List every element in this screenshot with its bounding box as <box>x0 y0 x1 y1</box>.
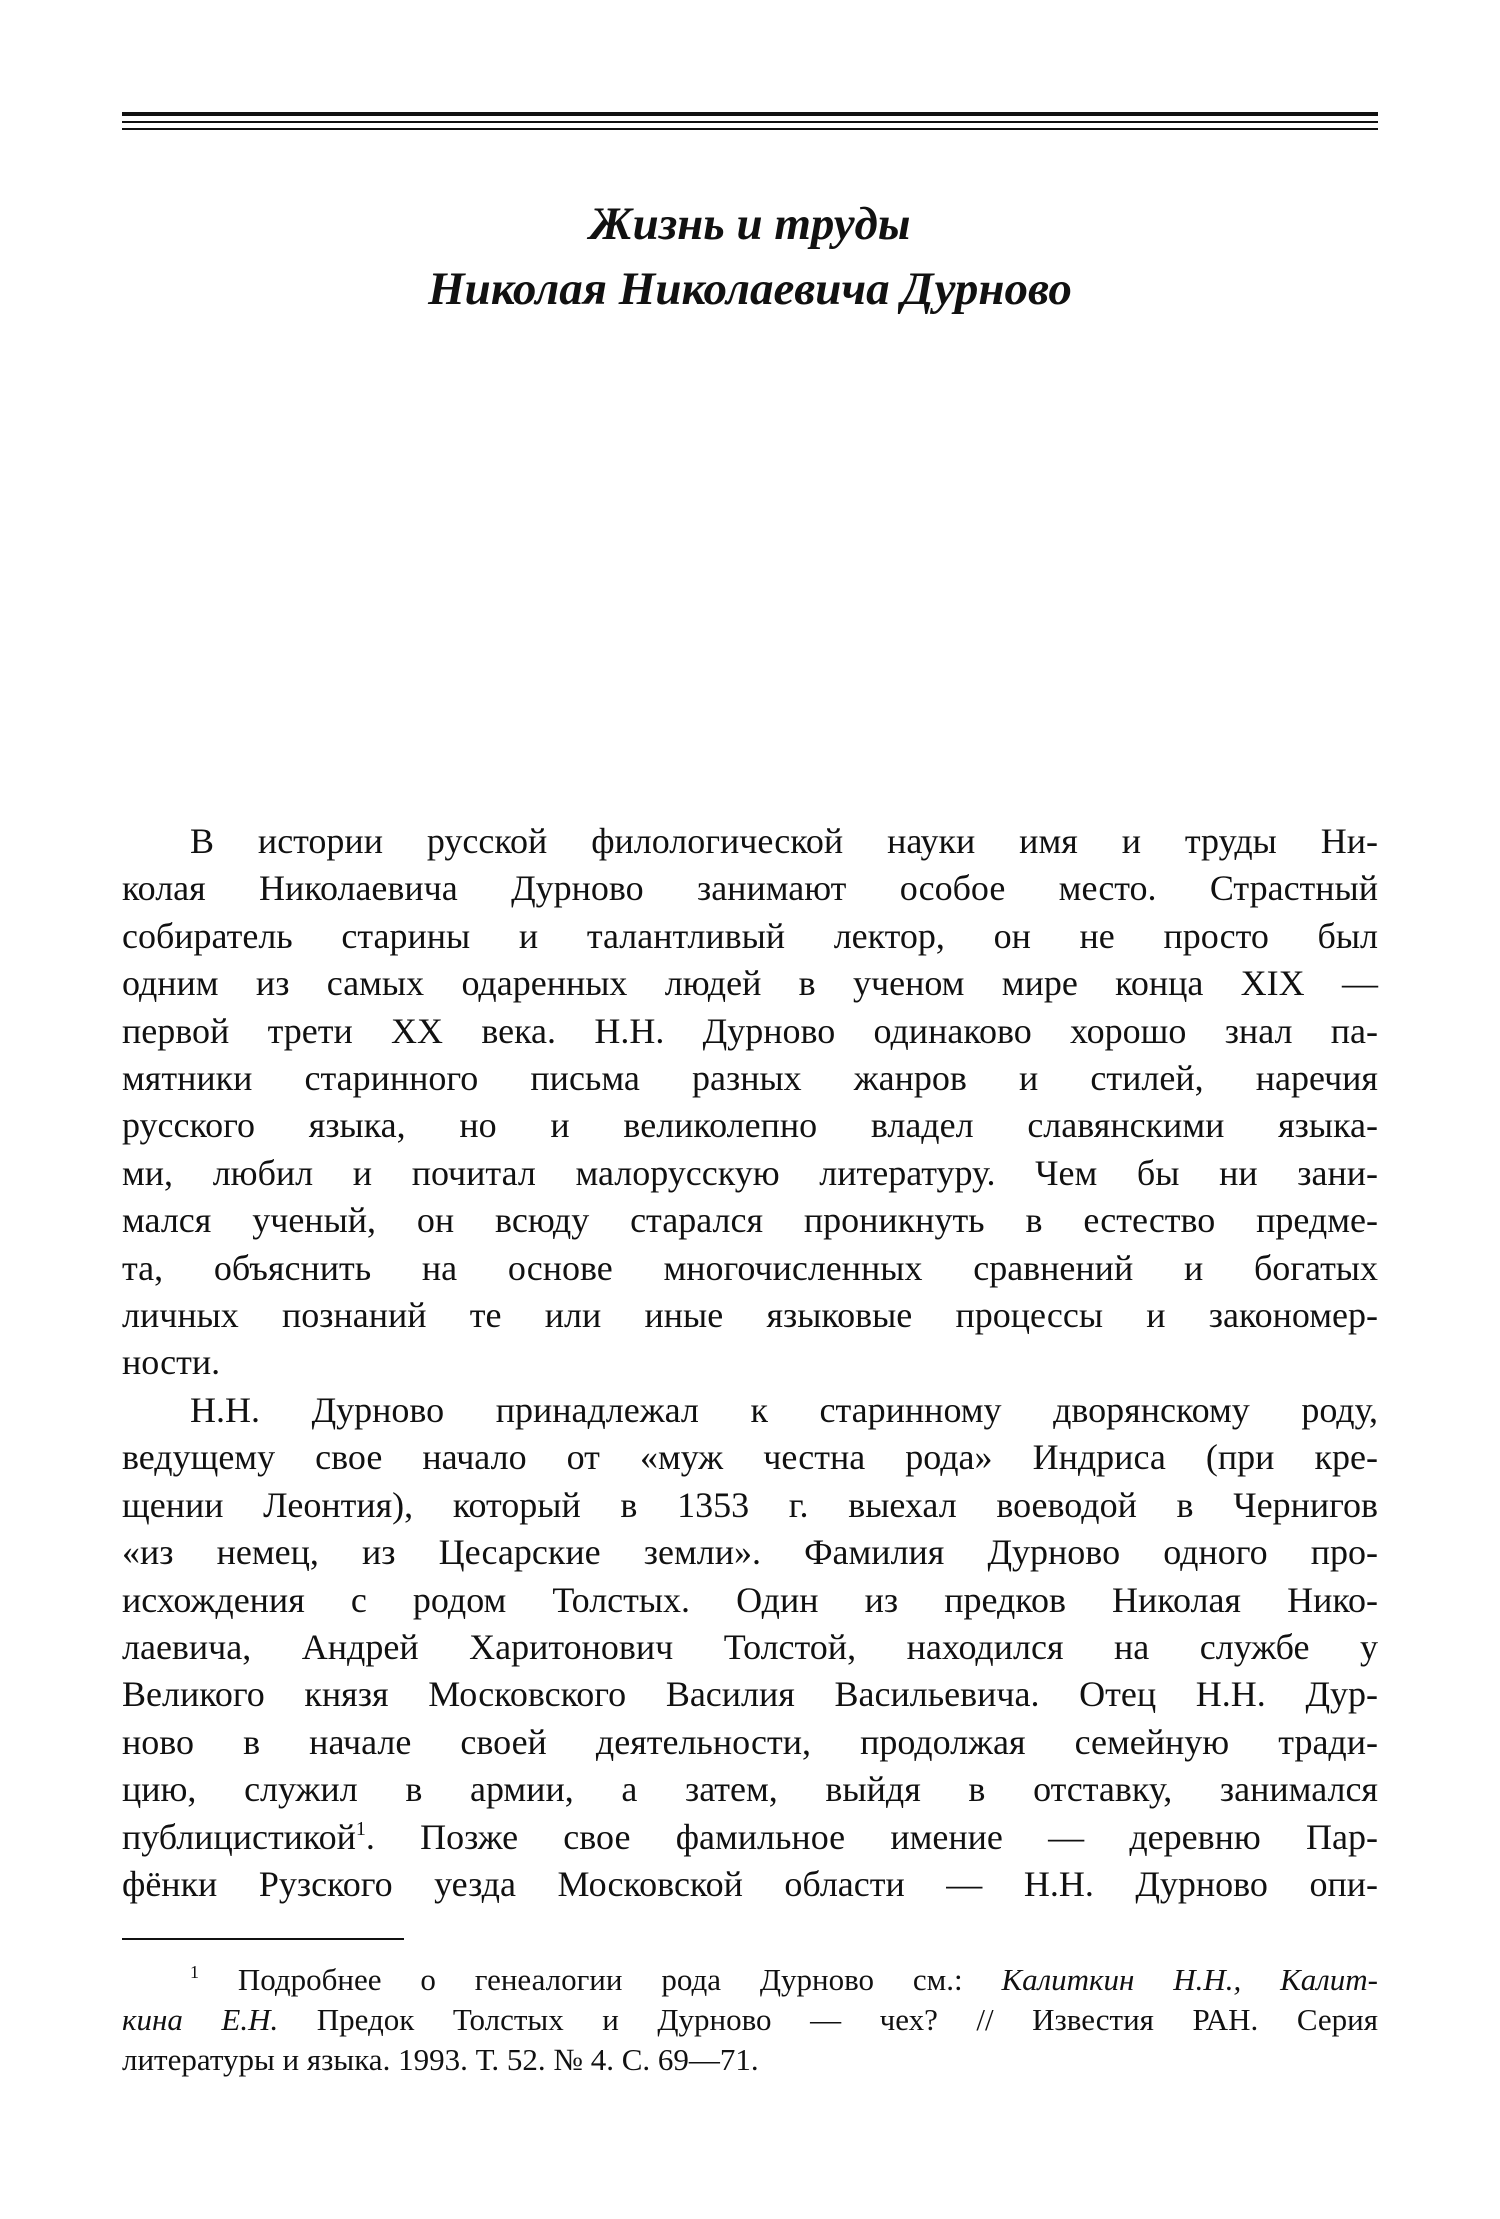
chapter-title-line-1: Жизнь и труды <box>589 198 911 250</box>
footnote-marker: 1 <box>190 1962 199 1982</box>
text-line: русского языка, но и великолепно владел славянскими языка- <box>122 1105 1378 1146</box>
footnote-author: кина Е.Н. <box>122 2002 279 2037</box>
header-double-rule-middle <box>122 121 1378 123</box>
text-line: колая Николаевича Дурново занимают особое место. Страстный <box>122 868 1378 909</box>
text-line: ведущему свое начало от «муж честна рода» Индриса (при кре- <box>122 1437 1378 1478</box>
text-line: личных познаний те или иные языковые процессы и закономер- <box>122 1294 1378 1335</box>
text-line: первой трети XX века. Н.Н. Дурново одинаково хорошо знал па- <box>122 1010 1378 1051</box>
paragraph-1 <box>122 818 1378 1387</box>
text-line <box>122 1814 1378 1861</box>
text-line: ности. <box>122 1342 221 1383</box>
header-double-rule-bottom <box>122 128 1378 130</box>
text-line: «из немец, из Цесарские земли». Фамилия Дурново одного про- <box>122 1532 1378 1573</box>
text-line: мался ученый, он всюду старался проникнуть в естество предме- <box>122 1200 1378 1241</box>
text-line: ми, любил и почитал малорусскую литературу. Чем бы ни зани- <box>122 1152 1378 1193</box>
text-line: собиратель старины и талантливый лектор, он не просто был <box>122 915 1378 956</box>
text-line: мятники старинного письма разных жанров и стилей, наречия <box>122 1057 1378 1098</box>
footnote-line <box>122 2000 1378 2040</box>
footnote-text: Предок Толстых и Дурново — чех? // Известия РАН. Серия <box>278 2002 1378 2037</box>
footnote-reference[interactable]: 1 <box>355 1817 366 1840</box>
text-line: Н.Н. Дурново принадлежал к старинному дворянскому роду, <box>190 1390 1378 1430</box>
text-line: щении Леонтия), который в 1353 г. выехал воеводой в Чернигов <box>122 1484 1378 1525</box>
footnote-author: Калиткин Н.Н., Калит- <box>1001 1962 1378 1997</box>
header-double-rule-top <box>122 112 1378 116</box>
footnote-line: литературы и языка. 1993. Т. 52. № 4. С. 69—71. <box>122 2042 759 2077</box>
text-line: В истории русской филологической науки имя и труды Ни- <box>190 821 1378 861</box>
text-line: фёнки Рузского уезда Московской области — Н.Н. Дурново опи- <box>122 1863 1378 1904</box>
text-line: Великого князя Московского Василия Васильевича. Отец Н.Н. Дур- <box>122 1674 1378 1715</box>
text-line: ново в начале своей деятельности, продолжая семейную тради- <box>122 1721 1378 1762</box>
footnote-text: Подробнее о генеалогии рода Дурново см.: <box>199 1962 1002 1997</box>
footnote-line <box>122 1960 1378 2000</box>
text-line: цию, служил в армии, а затем, выйдя в отставку, занимался <box>122 1769 1378 1810</box>
chapter-title-line-2: Николая Николаевича Дурново <box>428 263 1072 315</box>
footnote-separator <box>122 1938 404 1940</box>
text-fragment: публицистикой <box>122 1816 356 1857</box>
text-line: та, объяснить на основе многочисленных сравнений и богатых <box>122 1247 1378 1288</box>
text-line: одним из самых одаренных людей в ученом мире конца XIX — <box>122 963 1378 1004</box>
paragraph-2 <box>122 1387 1378 1908</box>
text-fragment: . Позже свое фамильное имение — деревню Пар- <box>365 1816 1378 1857</box>
text-line: исхождения с родом Толстых. Один из предков Николая Нико- <box>122 1579 1378 1620</box>
chapter-title <box>122 192 1378 322</box>
text-line: лаевича, Андрей Харитонович Толстой, находился на службе у <box>122 1626 1378 1667</box>
footnote <box>122 1960 1378 2080</box>
